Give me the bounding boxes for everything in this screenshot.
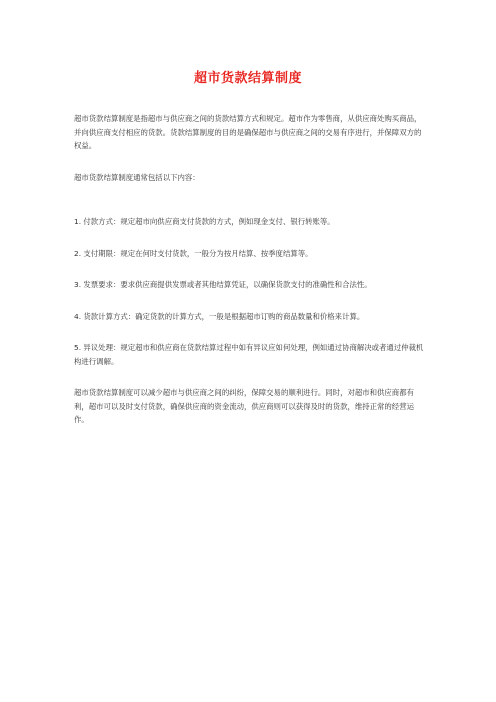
list-item-dispute-handling: 5. 异议处理：规定超市和供应商在货款结算过程中如有异议应如何处理，例如通过协商解决或者通过仲裁机构进行调解。 [74,343,424,366]
document-title: 超市货款结算制度 [193,71,302,86]
list-item-calculation-method: 4. 货款计算方式：确定货款的计算方式，一般是根据超市订购的商品数量和价格来计算。 [74,311,365,321]
conclusion-paragraph: 超市货款结算制度可以减少超市与供应商之间的纠纷，保障交易的顺利进行。同时，对超市和供应商都有利，超市可以及时支付货款，确保供应商的资金流动，供应商则可以获得及时的货款，维持正常的经营运作。 [74,388,414,424]
intro-paragraph: 超市货款结算制度是指超市与供应商之间的货款结算方式和规定。超市作为零售商，从供应商处购买商品，并向供应商支付相应的货款。货款结算制度的目的是确保超市与供应商之间的交易有序进行，并保障双方的权益。 [74,114,422,150]
list-item-payment-method: 1. 付款方式：规定超市向供应商支付货款的方式，例如现金支付、银行转账等。 [74,217,335,226]
document-body [74,112,424,427]
list-intro-paragraph: 超市货款结算制度通常包括以下内容： [74,172,200,182]
list-item-invoice-requirement: 3. 发票要求：要求供应商提供发票或者其他结算凭证，以确保货款支付的准确性和合法性。 [74,280,372,289]
list-item-payment-term: 2. 支付期限：规定在何时支付货款，一般分为按月结算、按季度结算等。 [74,248,313,258]
